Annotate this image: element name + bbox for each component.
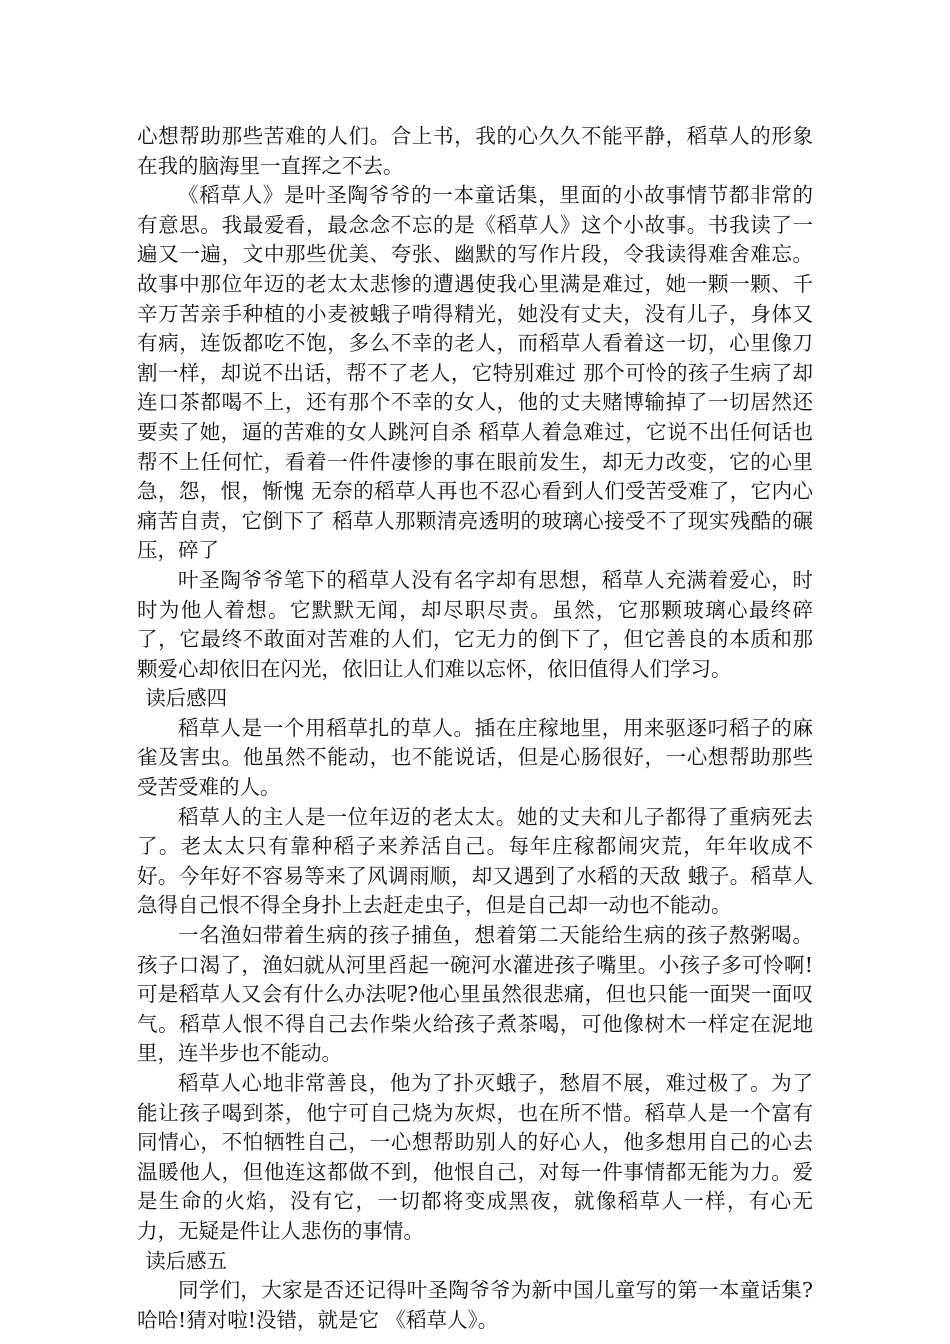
paragraph-2: 《稻草人》是叶圣陶爷爷的一本童话集，里面的小故事情节都非常的有意思。我最爱看，最念念不忘的是《稻草人》这个小故事。书我读了一遍又一遍，文中那些优美、夸张、幽默的写作片段，令我读得难舍难忘。故事中那位年迈的老太太悲惨的遭遇使我心里满是难过，她一颗一颗、千辛万苦亲手种植的小麦被蛾子啃得精光，她没有丈夫，没有儿子，身体又有病，连饭都吃不饱，多么不幸的老人，而稻草人看着这一切，心里像刀割一样，却说不出话，帮不了老人，它特别难过 那个可怜的孩子生病了却连口茶都喝不上，还有那个不幸的女人，他的丈夫赌博输掉了一切居然还要卖了她，逼的苦难的女人跳河自杀 稻草人着急难过，它说不出任何话也帮不上任何忙，看着一件件凄惨的事在眼前发生，却无力改变，它的心里急，怨，恨，惭愧 无奈的稻草人再也不忍心看到人们受苦受难了，它内心痛苦自责，它倒下了 稻草人那颗清亮透明的玻璃心接受不了现实残酷的碾压，碎了 — [137, 183, 813, 563]
paragraph-4: 稻草人是一个用稻草扎的草人。插在庄稼地里，用来驱逐叼稻子的麻雀及害虫。他虽然不能动，也不能说话，但是心肠很好，一心想帮助那些受苦受难的人。 — [137, 715, 813, 800]
paragraph-1: 心想帮助那些苦难的人们。合上书，我的心久久不能平静，稻草人的形象在我的脑海里一直挥之不去。 — [137, 124, 813, 178]
section-heading-5: 读后感五 — [145, 1248, 228, 1273]
paragraph-8: 同学们，大家是否还记得叶圣陶爷爷为新中国儿童写的第一本童话集?哈哈!猜对啦!没错，就是它 《稻草人》。 — [137, 1278, 813, 1332]
paragraph-3: 叶圣陶爷爷笔下的稻草人没有名字却有思想，稻草人充满着爱心，时时为他人着想。它默默无闻，却尽职尽责。虽然，它那颗玻璃心最终碎了，它最终不敢面对苦难的人们，它无力的倒下了，但它善良的本质和那颗爱心却依旧在闪光，依旧让人们难以忘怀，依旧值得人们学习。 — [137, 567, 813, 681]
paragraph-5: 稻草人的主人是一位年迈的老太太。她的丈夫和儿子都得了重病死去了。老太太只有靠种稻子来养活自己。每年庄稼都闹灾荒，年年收成不好。今年好不容易等来了风调雨顺，却又遇到了水稻的天敌 蛾子。稻草人急得自己恨不得全身扑上去赶走虫子，但是自己却一动也不能动。 — [137, 804, 813, 918]
document-page — [137, 122, 813, 1335]
section-heading-4: 读后感四 — [145, 686, 228, 711]
paragraph-7: 稻草人心地非常善良，他为了扑灭蛾子，愁眉不展，难过极了。为了能让孩子喝到茶，他宁可自己烧为灰烬，也在所不惜。稻草人是一个富有同情心，不怕牺牲自己，一心想帮助别人的好心人，他多想用自己的心去温暖他人，但他连这都做不到，他恨自己，对每一件事情都无能为力。爱是生命的火焰，没有它，一切都将变成黑夜，就像稻草人一样，有心无力，无疑是件让人悲伤的事情。 — [137, 1071, 813, 1243]
paragraph-6: 一名渔妇带着生病的孩子捕鱼，想着第二天能给生病的孩子熬粥喝。孩子口渴了，渔妇就从河里舀起一碗河水灌进孩子嘴里。小孩子多可怜啊!可是稻草人又会有什么办法呢?他心里虽然很悲痛，但也只能一面哭一面叹气。稻草人恨不得自己去作柴火给孩子煮茶喝，可他像树木一样定在泥地里，连半步也不能动。 — [137, 923, 813, 1066]
